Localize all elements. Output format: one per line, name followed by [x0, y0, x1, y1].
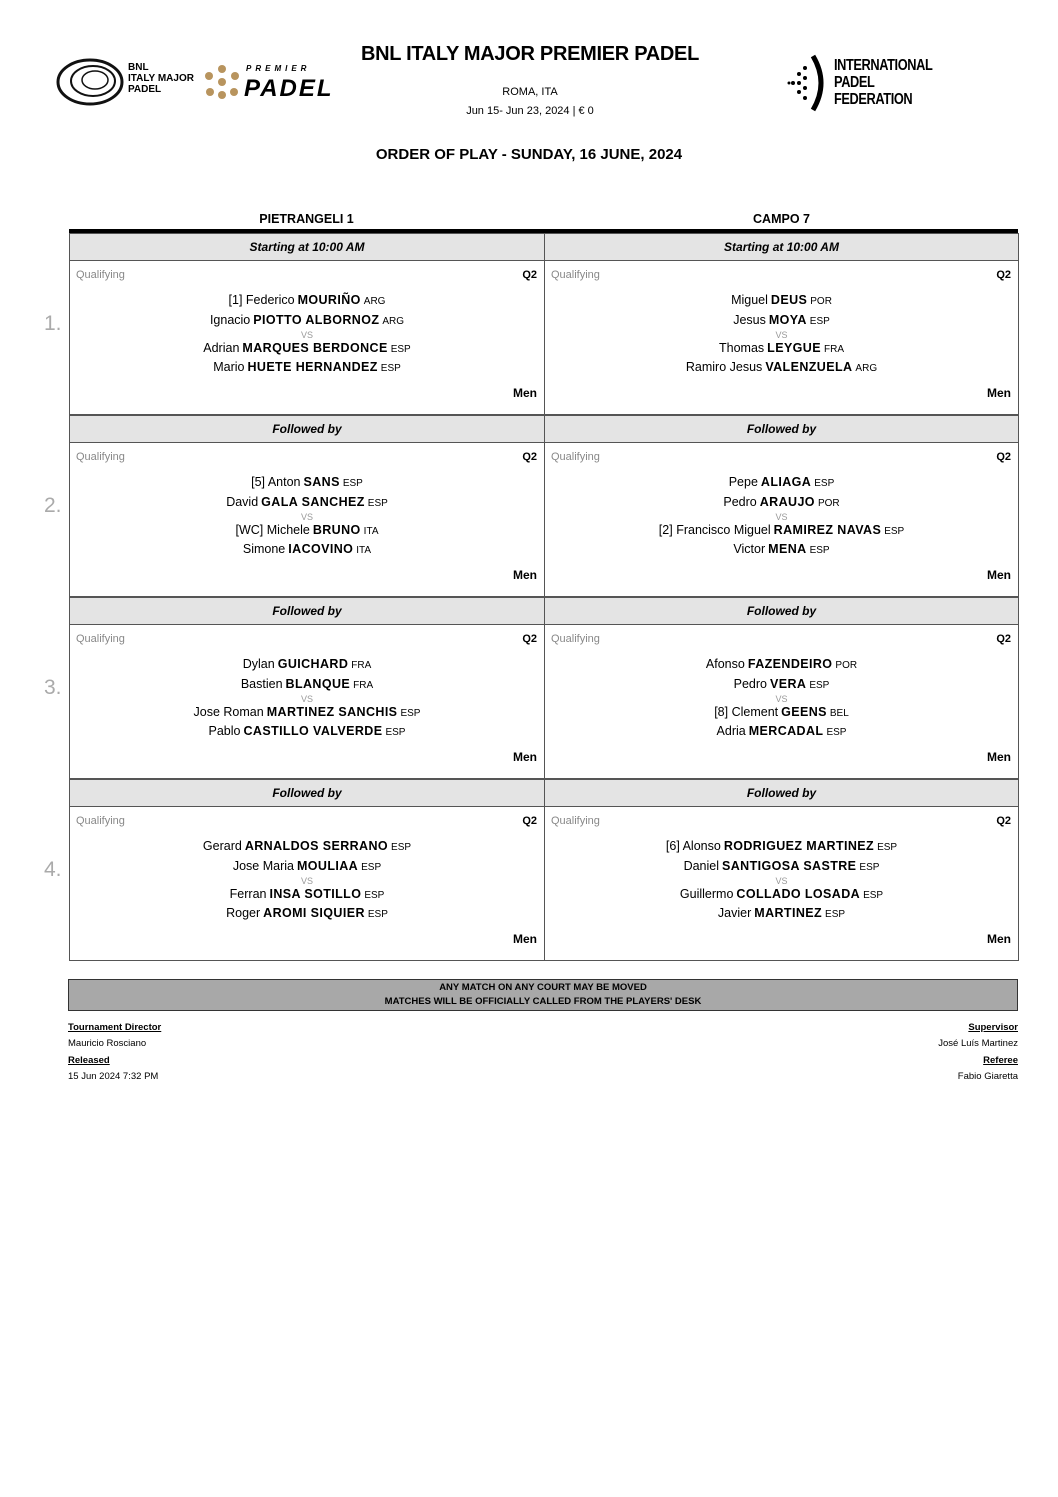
vs-label: VS	[775, 330, 788, 340]
player-first-name: Mario	[213, 360, 245, 374]
player-first-name: Guillermo	[679, 887, 734, 901]
row-number: 2.	[44, 494, 62, 517]
notice-line: ANY MATCH ON ANY COURT MAY BE MOVED	[439, 982, 647, 993]
player-country: FRA	[351, 660, 372, 671]
vs-label: VS	[300, 512, 313, 522]
player-first-name: Simone	[242, 542, 286, 556]
slot-header: Followed by	[544, 415, 1019, 443]
slot-header: Followed by	[69, 779, 545, 807]
player-first-name: Anton	[267, 475, 301, 489]
player-seed: [1]	[228, 293, 243, 307]
match-card	[69, 625, 545, 779]
player-line	[70, 906, 544, 920]
player-line	[545, 906, 1018, 920]
match-category: Qualifying	[551, 815, 600, 827]
notice-banner	[68, 979, 1018, 1011]
slot-header: Followed by	[69, 415, 545, 443]
player-line	[545, 495, 1018, 509]
player-country: ESP	[809, 545, 830, 556]
player-last-name: VALENZUELA	[765, 360, 853, 374]
match-category: Qualifying	[76, 815, 125, 827]
match-category: Qualifying	[551, 269, 600, 281]
row-number: 1.	[44, 312, 62, 335]
player-line	[70, 523, 544, 537]
player-country: ESP	[859, 862, 880, 873]
player-country: ESP	[809, 316, 830, 327]
player-country: ESP	[367, 909, 388, 920]
player-first-name: Gerard	[202, 839, 242, 853]
player-line	[70, 360, 544, 374]
player-seed: [WC]	[235, 523, 264, 537]
player-country: POR	[810, 296, 832, 307]
match-gender: Men	[513, 386, 537, 400]
player-last-name: SANTIGOSA SASTRE	[722, 859, 857, 873]
notice-line: MATCHES WILL BE OFFICIALLY CALLED FROM THE PLAYERS' DESK	[384, 996, 702, 1007]
vs-label: VS	[775, 876, 788, 886]
match-round: Q2	[522, 633, 537, 645]
player-country: ITA	[356, 545, 372, 556]
player-line	[70, 705, 544, 719]
player-first-name: Ferran	[229, 887, 267, 901]
court-header-divider	[69, 229, 1018, 233]
player-line	[70, 887, 544, 901]
player-last-name: CASTILLO VALVERDE	[243, 724, 383, 738]
player-country: POR	[817, 498, 840, 509]
player-first-name: Daniel	[683, 859, 719, 873]
player-country: ARG	[363, 296, 386, 307]
premier-padel-flower-icon	[204, 64, 240, 100]
player-country: ARG	[855, 363, 878, 374]
row-number: 3.	[44, 676, 62, 699]
player-last-name: BLANQUE	[285, 677, 351, 691]
slot-header: Starting at 10:00 AM	[69, 233, 545, 261]
player-first-name: Thomas	[719, 341, 765, 355]
match-card	[544, 261, 1019, 415]
tournament-dates: Jun 15- Jun 23, 2024 | € 0	[466, 105, 594, 117]
player-country: ESP	[814, 478, 835, 489]
padel-label: PADEL	[244, 75, 334, 102]
match-round: Q2	[996, 269, 1011, 281]
order-of-play-title: ORDER OF PLAY - SUNDAY, 16 JUNE, 2024	[375, 146, 683, 163]
player-line	[545, 313, 1018, 327]
player-last-name: LEYGUE	[767, 341, 821, 355]
player-country: ESP	[400, 708, 421, 719]
bnl-logo-text: BNL ITALY MAJOR PADEL	[128, 62, 194, 95]
player-first-name: Roger	[226, 906, 261, 920]
player-line	[545, 859, 1018, 873]
match-round: Q2	[996, 451, 1011, 463]
player-country: ARG	[382, 316, 405, 327]
player-line	[70, 475, 544, 489]
bnl-italy-major-logo	[55, 57, 125, 107]
player-last-name: MARQUES BERDONCE	[242, 341, 388, 355]
player-first-name: Pepe	[728, 475, 758, 489]
player-line	[545, 677, 1018, 691]
player-first-name: Dylan	[242, 657, 275, 671]
match-gender: Men	[987, 750, 1011, 764]
released-label: Released	[68, 1055, 110, 1066]
player-line	[70, 495, 544, 509]
player-last-name: RAMIREZ NAVAS	[773, 523, 882, 537]
player-first-name: Alonso	[682, 839, 721, 853]
player-first-name: Adrian	[203, 341, 240, 355]
player-last-name: SANS	[303, 475, 340, 489]
match-gender: Men	[513, 568, 537, 582]
director-label: Tournament Director	[68, 1022, 162, 1033]
player-first-name: Pedro	[733, 677, 767, 691]
player-country: BEL	[829, 708, 849, 719]
slot-header: Followed by	[69, 597, 545, 625]
row-number: 4.	[44, 858, 62, 881]
player-last-name: VERA	[770, 677, 807, 691]
player-last-name: ARNALDOS SERRANO	[244, 839, 389, 853]
slot-header: Followed by	[544, 597, 1019, 625]
player-last-name: MARTINEZ	[754, 906, 823, 920]
match-card	[69, 261, 545, 415]
premier-label: PREMIER	[246, 64, 311, 73]
player-last-name: MENA	[768, 542, 807, 556]
match-gender: Men	[987, 386, 1011, 400]
match-card	[544, 807, 1019, 961]
court-name: CAMPO 7	[753, 212, 810, 226]
player-last-name: DEUS	[770, 293, 808, 307]
player-last-name: ARAUJO	[759, 495, 815, 509]
player-last-name: HUETE HERNANDEZ	[247, 360, 378, 374]
match-round: Q2	[996, 633, 1011, 645]
player-country: ESP	[391, 842, 412, 853]
match-gender: Men	[513, 932, 537, 946]
player-last-name: MARTINEZ SANCHIS	[266, 705, 398, 719]
player-line	[545, 724, 1018, 738]
player-country: ESP	[390, 344, 411, 355]
player-first-name: Afonso	[705, 657, 745, 671]
match-category: Qualifying	[76, 633, 125, 645]
player-line	[70, 859, 544, 873]
referee-label: Referee	[983, 1055, 1018, 1066]
player-line	[545, 293, 1018, 307]
player-first-name: Jose Roman	[193, 705, 264, 719]
player-first-name: Francisco Miguel	[676, 523, 771, 537]
player-country: ESP	[877, 842, 898, 853]
player-country: ESP	[380, 363, 401, 374]
player-first-name: Clement	[731, 705, 779, 719]
player-country: ESP	[367, 498, 388, 509]
match-card	[69, 443, 545, 597]
player-last-name: FAZENDEIRO	[747, 657, 833, 671]
released-time: 15 Jun 2024 7:32 PM	[68, 1071, 159, 1082]
player-last-name: GEENS	[781, 705, 827, 719]
player-line	[545, 360, 1018, 374]
director-name: Mauricio Rosciano	[68, 1038, 147, 1049]
player-country: ESP	[342, 478, 363, 489]
player-last-name: PIOTTO ALBORNOZ	[253, 313, 380, 327]
player-country: ESP	[863, 890, 884, 901]
player-country: ITA	[363, 526, 379, 537]
player-last-name: BRUNO	[312, 523, 361, 537]
player-last-name: MERCADAL	[748, 724, 824, 738]
player-seed: [5]	[251, 475, 266, 489]
match-round: Q2	[522, 815, 537, 827]
player-country: ESP	[385, 727, 406, 738]
slot-header: Followed by	[544, 779, 1019, 807]
player-seed: [8]	[714, 705, 729, 719]
player-line	[70, 313, 544, 327]
player-line	[545, 542, 1018, 556]
vs-label: VS	[775, 694, 788, 704]
match-round: Q2	[522, 269, 537, 281]
player-last-name: MOYA	[768, 313, 807, 327]
player-seed: [6]	[665, 839, 680, 853]
player-country: ESP	[825, 909, 846, 920]
player-last-name: MOURIÑO	[297, 293, 361, 307]
player-country: POR	[835, 660, 858, 671]
player-last-name: RODRIGUEZ MARTINEZ	[723, 839, 875, 853]
player-line	[70, 293, 544, 307]
match-card	[544, 625, 1019, 779]
ipf-logo-icon	[785, 54, 830, 112]
player-country: FRA	[353, 680, 374, 691]
player-country: FRA	[823, 344, 844, 355]
player-last-name: MOULIAA	[296, 859, 359, 873]
match-category: Qualifying	[76, 269, 125, 281]
player-country: ESP	[884, 526, 905, 537]
player-line	[545, 657, 1018, 671]
player-first-name: Jesus	[733, 313, 766, 327]
player-last-name: GUICHARD	[277, 657, 349, 671]
player-line	[545, 839, 1018, 853]
player-seed: [2]	[658, 523, 673, 537]
player-line	[70, 542, 544, 556]
supervisor-name: José Luís Martinez	[938, 1038, 1018, 1049]
match-gender: Men	[987, 568, 1011, 582]
tournament-title: BNL ITALY MAJOR PREMIER PADEL	[360, 43, 699, 65]
player-last-name: AROMI SIQUIER	[263, 906, 365, 920]
player-last-name: COLLADO LOSADA	[736, 887, 861, 901]
slot-header: Starting at 10:00 AM	[544, 233, 1019, 261]
player-first-name: Pedro	[723, 495, 757, 509]
match-card	[69, 807, 545, 961]
player-first-name: Javier	[717, 906, 752, 920]
player-line	[70, 341, 544, 355]
player-line	[545, 887, 1018, 901]
player-last-name: GALA SANCHEZ	[261, 495, 365, 509]
player-country: ESP	[809, 680, 830, 691]
referee-name: Fabio Giaretta	[957, 1071, 1018, 1082]
player-last-name: IACOVINO	[288, 542, 354, 556]
player-line	[545, 523, 1018, 537]
player-first-name: Ramiro Jesus	[685, 360, 763, 374]
match-category: Qualifying	[551, 451, 600, 463]
match-category: Qualifying	[551, 633, 600, 645]
player-country: ESP	[364, 890, 385, 901]
player-first-name: Federico	[245, 293, 295, 307]
player-first-name: David	[226, 495, 259, 509]
player-line	[545, 341, 1018, 355]
vs-label: VS	[300, 330, 313, 340]
match-round: Q2	[522, 451, 537, 463]
supervisor-label: Supervisor	[968, 1022, 1018, 1033]
player-line	[545, 705, 1018, 719]
player-line	[70, 724, 544, 738]
court-name: PIETRANGELI 1	[259, 212, 354, 226]
player-country: ESP	[361, 862, 382, 873]
tournament-location: ROMA, ITA	[502, 86, 558, 98]
player-first-name: Bastien	[240, 677, 283, 691]
player-line	[545, 475, 1018, 489]
player-line	[70, 657, 544, 671]
match-category: Qualifying	[76, 451, 125, 463]
player-first-name: Jose Maria	[232, 859, 294, 873]
player-first-name: Ignacio	[209, 313, 251, 327]
match-round: Q2	[996, 815, 1011, 827]
player-last-name: ALIAGA	[760, 475, 812, 489]
match-gender: Men	[513, 750, 537, 764]
player-first-name: Victor	[733, 542, 766, 556]
vs-label: VS	[300, 694, 313, 704]
match-gender: Men	[987, 932, 1011, 946]
player-first-name: Michele	[266, 523, 310, 537]
player-first-name: Adria	[716, 724, 746, 738]
player-first-name: Pablo	[208, 724, 241, 738]
vs-label: VS	[775, 512, 788, 522]
player-country: ESP	[826, 727, 847, 738]
player-line	[70, 839, 544, 853]
player-first-name: Miguel	[731, 293, 768, 307]
player-line	[70, 677, 544, 691]
match-card	[544, 443, 1019, 597]
vs-label: VS	[300, 876, 313, 886]
ipf-logo-text: INTERNATIONAL PADEL FEDERATION	[834, 57, 933, 108]
player-last-name: INSA SOTILLO	[269, 887, 362, 901]
